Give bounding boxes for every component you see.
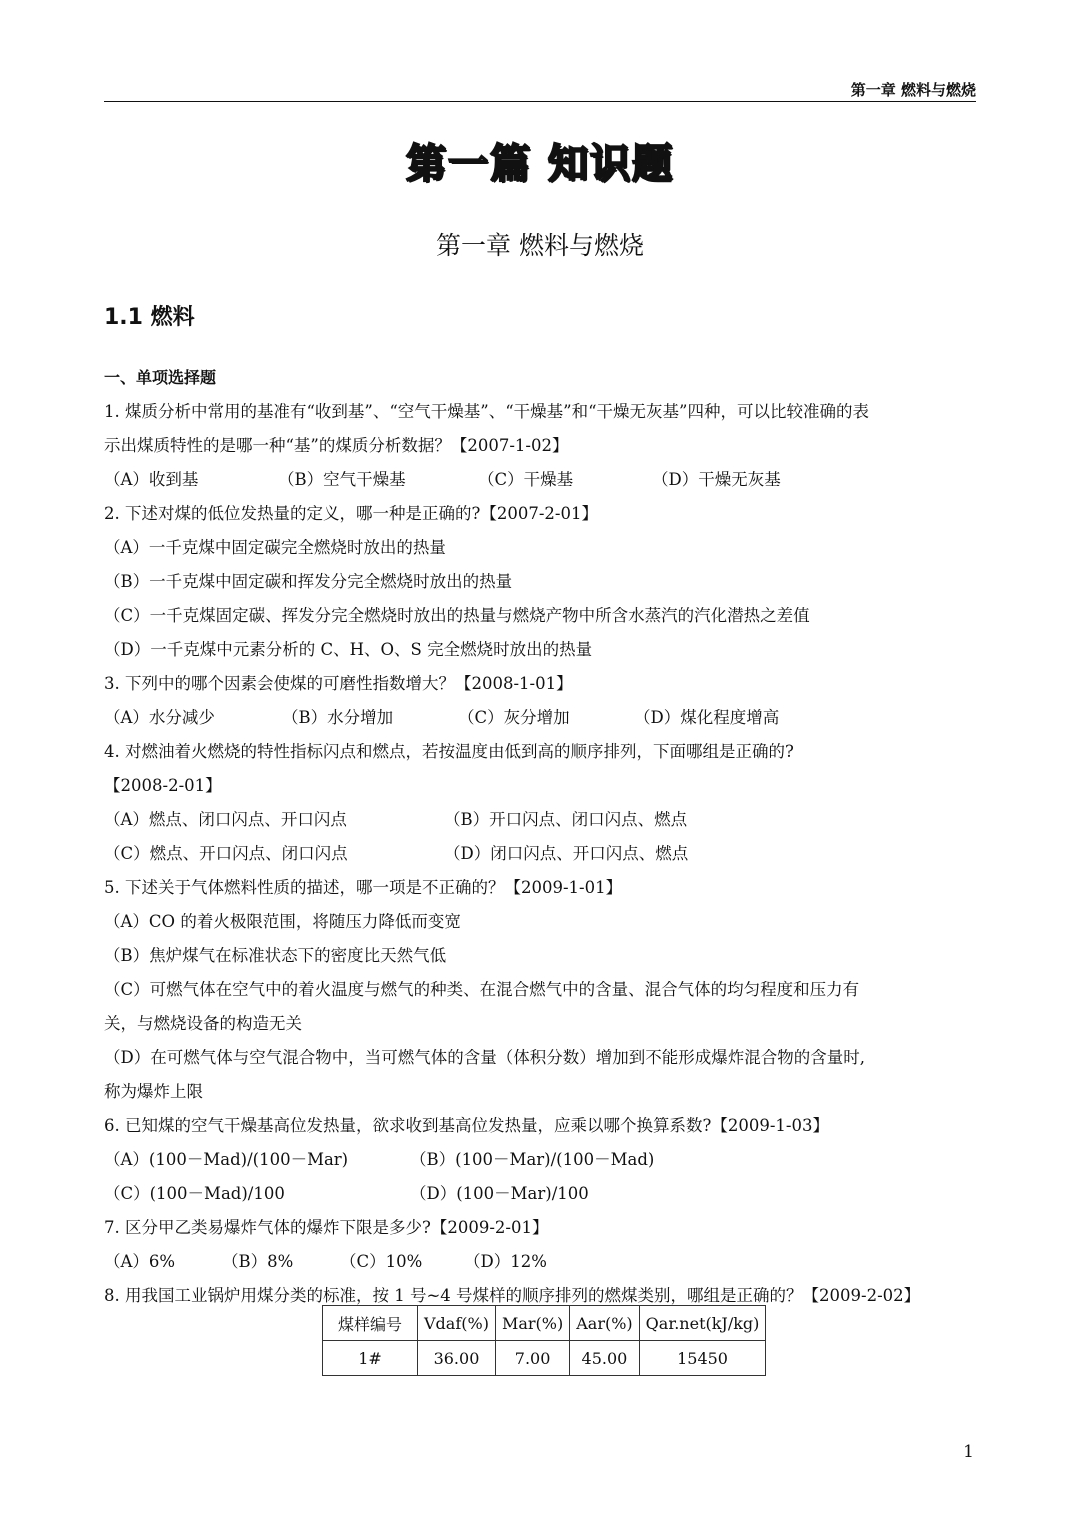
option-a: （A）CO 的着火极限范围，将随压力降低而变宽 — [104, 912, 461, 931]
option-c: （C）燃点、开口闪点、闭口闪点 — [104, 844, 348, 863]
section-title: 1.1 燃料 — [104, 305, 195, 330]
option-b: （B）开口闪点、闭口闪点、燃点 — [444, 810, 688, 829]
option-d: （D）闭口闪点、开口闪点、燃点 — [444, 844, 689, 863]
question-4-text-cont: 【2008-2-01】 — [104, 776, 222, 795]
table-row — [323, 1341, 766, 1376]
question-7-options — [104, 1245, 976, 1279]
table-cell: 15450 — [639, 1341, 766, 1376]
option-b: （B）空气干燥基 — [278, 470, 406, 489]
option-d: （D）12% — [464, 1252, 547, 1271]
option-d: （D）(100－Mar)/100 — [410, 1184, 589, 1203]
option-c-cont: 关，与燃烧设备的构造无关 — [104, 1014, 302, 1033]
part-title: 第一篇 知识题 — [406, 141, 674, 187]
table-cell: 1# — [323, 1341, 418, 1376]
option-d: （D）煤化程度增高 — [634, 708, 780, 727]
table-header-cell: Qar.net(kJ/kg) — [639, 1306, 766, 1341]
question-3-text: 3. 下列中的哪个因素会使煤的可磨性指数增大？【2008-1-01】 — [104, 674, 573, 693]
table-header-cell: Aar(%) — [570, 1306, 639, 1341]
question-3-options — [104, 701, 976, 735]
option-b: （B）水分增加 — [282, 708, 394, 727]
table-cell: 45.00 — [570, 1341, 639, 1376]
option-d-cont: 称为爆炸上限 — [104, 1082, 203, 1101]
option-d: （D）一千克煤中元素分析的 C、H、O、S 完全燃烧时放出的热量 — [104, 640, 593, 659]
running-header: 第一章 燃料与燃烧 — [850, 81, 976, 99]
subsection-title: 一、单项选择题 — [104, 368, 217, 387]
table-header-cell: Mar(%) — [495, 1306, 569, 1341]
option-b: （B）(100－Mar)/(100－Mad) — [410, 1150, 655, 1169]
header-rule — [104, 101, 976, 102]
table-header-cell: Vdaf(%) — [418, 1306, 496, 1341]
question-6-text: 6. 已知煤的空气干燥基高位发热量，欲求收到基高位发热量，应乘以哪个换算系数?【2009-1-03】 — [104, 1116, 829, 1135]
option-a: （A）燃点、闭口闪点、开口闪点 — [104, 810, 347, 829]
question-6-options-ab — [104, 1143, 976, 1177]
option-b: （B）一千克煤中固定碳和挥发分完全燃烧时放出的热量 — [104, 572, 513, 591]
question-6-options-cd — [104, 1177, 976, 1211]
option-d: （D）在可燃气体与空气混合物中，当可燃气体的含量（体积分数）增加到不能形成爆炸混合物的含量时, — [104, 1048, 865, 1067]
option-a: （A）(100－Mad)/(100－Mar) — [104, 1150, 349, 1169]
option-a: （A）一千克煤中固定碳完全燃烧时放出的热量 — [104, 538, 446, 557]
question-1-options — [104, 463, 976, 497]
question-list — [104, 361, 976, 1313]
coal-sample-table — [322, 1305, 766, 1376]
question-1-text-cont: 示出煤质特性的是哪一种“基”的煤质分析数据？【2007-1-02】 — [104, 436, 569, 455]
chapter-title: 第一章 燃料与燃烧 — [436, 231, 644, 260]
question-8-text: 8. 用我国工业锅炉用煤分类的标准，按 1 号~4 号煤样的顺序排列的燃煤类别，哪组是正确的？【2009-2-02】 — [104, 1286, 921, 1305]
table-header-row — [323, 1306, 766, 1341]
page-number: 1 — [963, 1442, 974, 1462]
option-b: （B）焦炉煤气在标准状态下的密度比天然气低 — [104, 946, 447, 965]
option-c: （C）(100－Mad)/100 — [104, 1184, 285, 1203]
option-c: （C）可燃气体在空气中的着火温度与燃气的种类、在混合燃气中的含量、混合气体的均匀程度和压力有 — [104, 980, 860, 999]
option-c: （C）10% — [340, 1252, 423, 1271]
question-5-text: 5. 下述关于气体燃料性质的描述，哪一项是不正确的？【2009-1-01】 — [104, 878, 623, 897]
option-c: （C）一千克煤固定碳、挥发分完全燃烧时放出的热量与燃烧产物中所含水蒸汽的汽化潜热之差值 — [104, 606, 810, 625]
option-a: （A）收到基 — [104, 470, 199, 489]
question-4-options-ab — [104, 803, 976, 837]
question-1-text: 1. 煤质分析中常用的基准有“收到基”、“空气干燥基”、“干燥基”和“干燥无灰基”四种，可以比较准确的表 — [104, 402, 869, 421]
question-2-text: 2. 下述对煤的低位发热量的定义，哪一种是正确的?【2007-2-01】 — [104, 504, 598, 523]
table-cell: 7.00 — [495, 1341, 569, 1376]
option-a: （A）水分减少 — [104, 708, 215, 727]
option-a: （A）6% — [104, 1252, 176, 1271]
question-4-text: 4. 对燃油着火燃烧的特性指标闪点和燃点，若按温度由低到高的顺序排列，下面哪组是正确的? — [104, 742, 794, 761]
option-d: （D）干燥无灰基 — [652, 470, 781, 489]
question-4-options-cd — [104, 837, 976, 871]
option-c: （C）灰分增加 — [458, 708, 570, 727]
question-7-text: 7. 区分甲乙类易爆炸气体的爆炸下限是多少?【2009-2-01】 — [104, 1218, 549, 1237]
option-b: （B）8% — [222, 1252, 294, 1271]
table-header-cell: 煤样编号 — [323, 1306, 418, 1341]
option-c: （C）干燥基 — [478, 470, 574, 489]
table-cell: 36.00 — [418, 1341, 496, 1376]
